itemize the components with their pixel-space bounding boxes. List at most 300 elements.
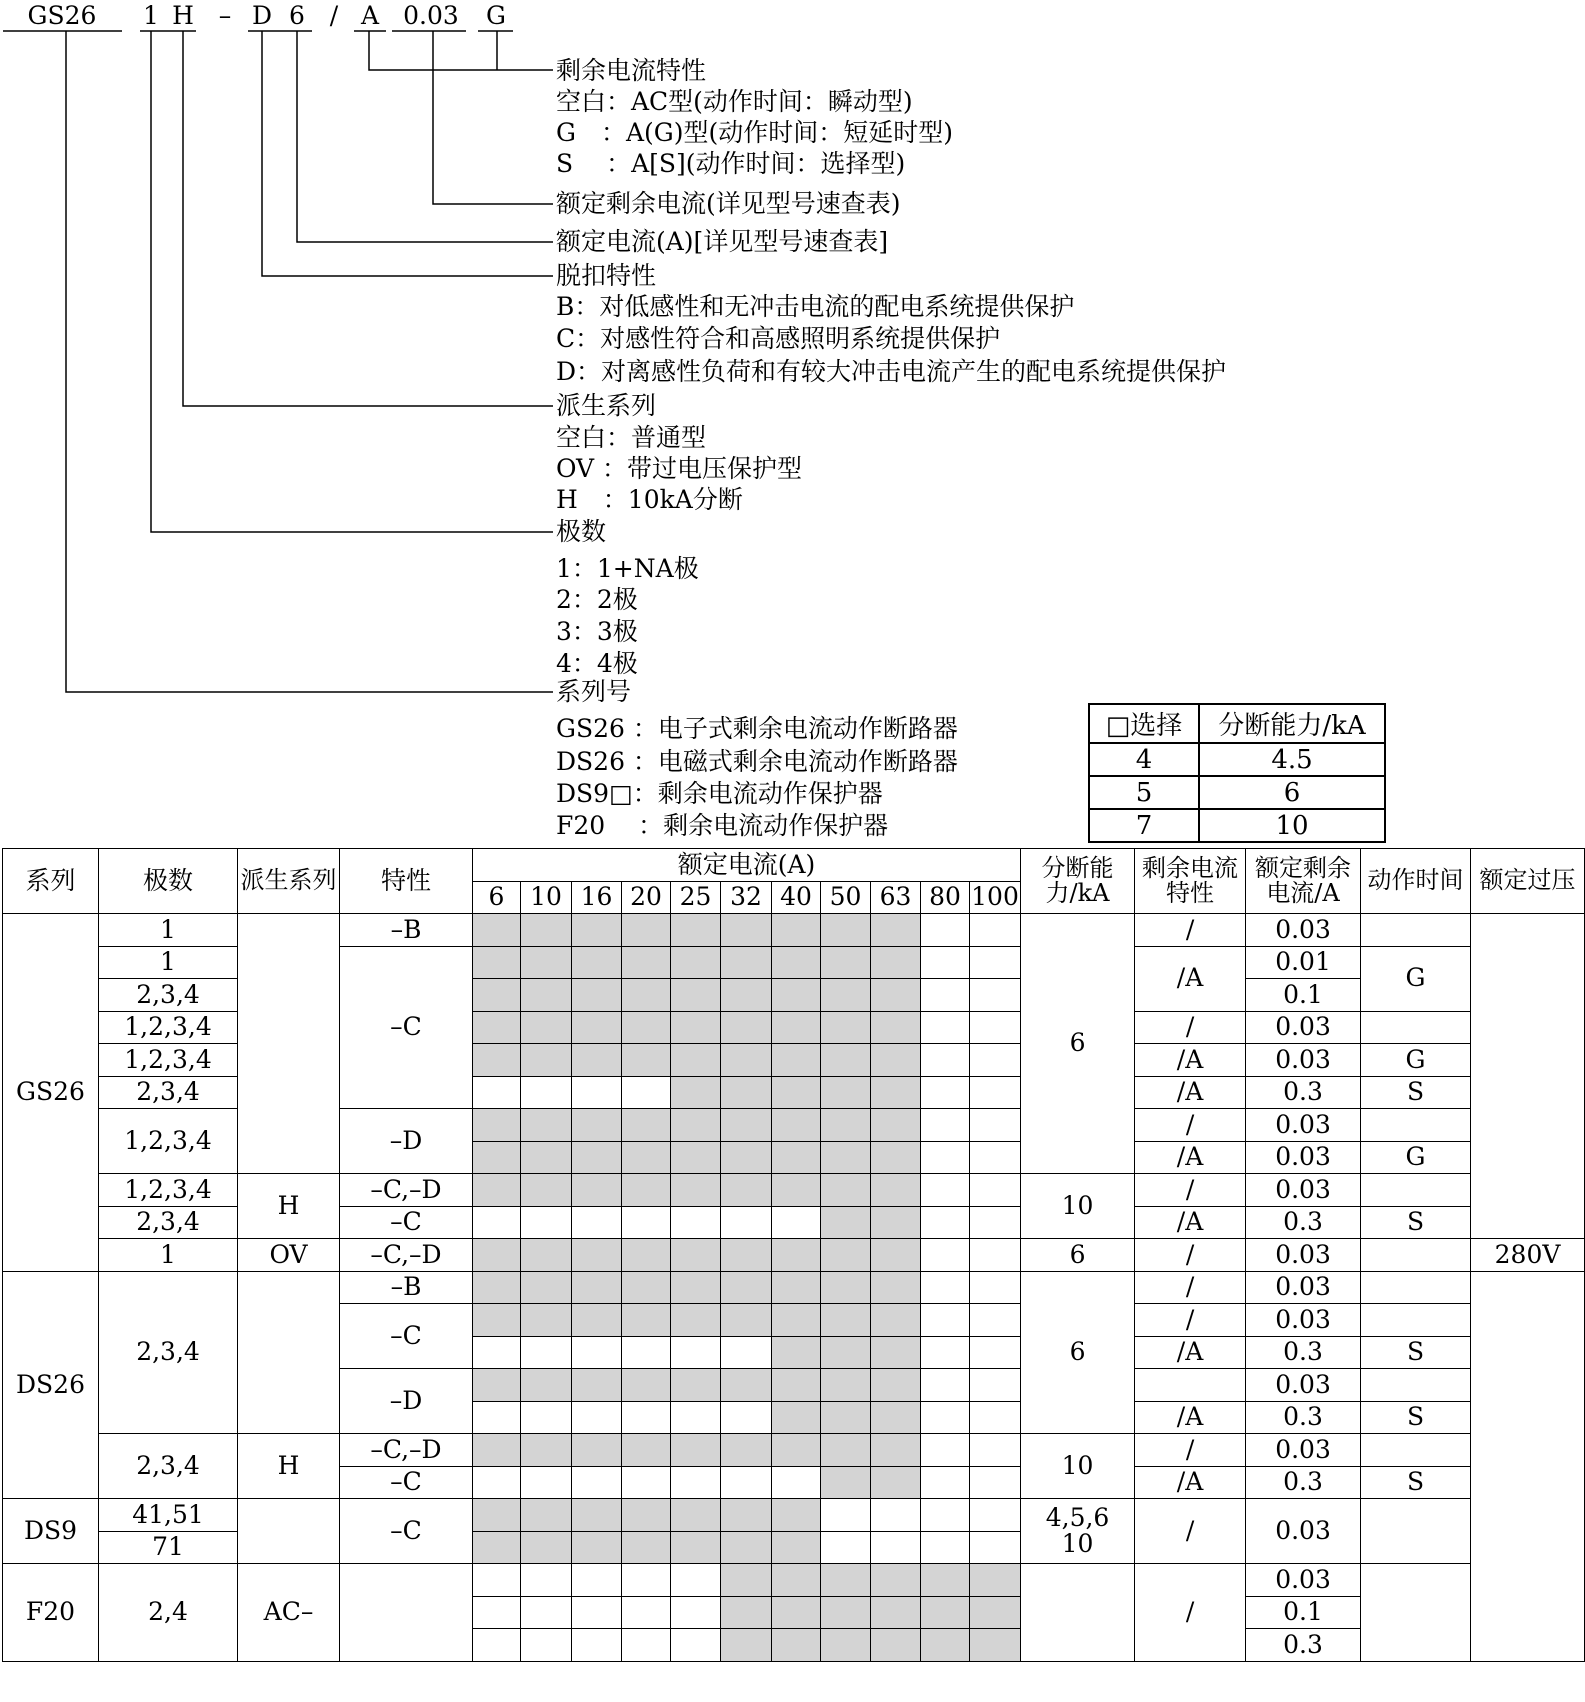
current-cell: [671, 946, 721, 979]
current-cell: [871, 1564, 921, 1597]
current-cell: [970, 1466, 1021, 1499]
residual-cell: /A: [1135, 1401, 1246, 1434]
current-cell: [473, 1596, 521, 1629]
current-cell: [572, 1271, 622, 1304]
current-cell: [772, 1596, 821, 1629]
header-char: 特性: [340, 849, 473, 914]
current-cell: [671, 1336, 721, 1369]
current-cell: [721, 1304, 772, 1337]
current-cell: [970, 1109, 1021, 1142]
current-cell: [521, 1596, 572, 1629]
current-cell: [970, 1434, 1021, 1467]
current-cell: [622, 1271, 671, 1304]
current-cell: [921, 914, 970, 947]
table-cell: 4.5: [1199, 743, 1385, 776]
current-cell: [622, 1629, 671, 1662]
current-cell: [622, 1596, 671, 1629]
current-cell: [473, 1564, 521, 1597]
leader-lines: [66, 31, 553, 692]
current-cell: [473, 1076, 521, 1109]
current-cell: [970, 1564, 1021, 1597]
header-break-capacity: 分断能力/kA: [1021, 849, 1135, 914]
current-cell: [622, 1239, 671, 1272]
current-cell: [622, 1044, 671, 1077]
current-cell: [473, 1011, 521, 1044]
header-rated-current: 额定电流(A): [473, 849, 1021, 882]
current-cell: [921, 1401, 970, 1434]
current-cell: [622, 979, 671, 1012]
current-cell: [821, 1011, 871, 1044]
break-value: 10: [1061, 1529, 1094, 1558]
char-cell: –C: [340, 946, 473, 1109]
current-cell: [671, 1369, 721, 1402]
current-cell: [473, 979, 521, 1012]
current-cell: [622, 914, 671, 947]
current-cell: [521, 1109, 572, 1142]
current-cell: [473, 1174, 521, 1207]
current-cell: [473, 1239, 521, 1272]
current-cell: [721, 1564, 772, 1597]
current-cell: [572, 1141, 622, 1174]
residual-cell: /A: [1135, 1336, 1246, 1369]
current-cell: [772, 1174, 821, 1207]
current-cell: [572, 914, 622, 947]
current-header: 16: [572, 881, 622, 914]
current-cell: [473, 1304, 521, 1337]
poles-line: 3：3极: [556, 617, 638, 646]
char-cell: –D: [340, 1369, 473, 1434]
residual-cell: /: [1135, 1174, 1246, 1207]
current-cell: [671, 1499, 721, 1532]
current-cell: [821, 1076, 871, 1109]
current-cell: [622, 1011, 671, 1044]
time-cell: [1361, 1304, 1471, 1337]
current-cell: [921, 1369, 970, 1402]
current-cell: [622, 1206, 671, 1239]
current-cell: [721, 914, 772, 947]
current-cell: [721, 1369, 772, 1402]
code-poles: 1: [143, 1, 159, 30]
break-cell: [1021, 1564, 1135, 1662]
code-time: G: [486, 1, 506, 30]
rated-residual-cell: 0.03: [1246, 1499, 1361, 1564]
residual-char-title: 剩余电流特性: [556, 56, 707, 85]
current-cell: [772, 1109, 821, 1142]
current-cell: [821, 1499, 871, 1532]
derived-cell: [238, 914, 340, 1174]
current-cell: [473, 946, 521, 979]
current-cell: [572, 1369, 622, 1402]
current-cell: [572, 1304, 622, 1337]
current-cell: [772, 1466, 821, 1499]
current-cell: [572, 1629, 622, 1662]
char-cell: –B: [340, 914, 473, 947]
current-cell: [521, 1369, 572, 1402]
current-cell: [821, 1109, 871, 1142]
current-cell: [921, 1304, 970, 1337]
current-cell: [622, 1304, 671, 1337]
trip-char-title: 脱扣特性: [556, 261, 657, 290]
poles-cell: 2,3,4: [99, 1206, 238, 1239]
rated-residual-cell: 0.3: [1246, 1629, 1361, 1662]
table-cell: 10: [1199, 809, 1385, 842]
current-cell: [821, 1401, 871, 1434]
current-cell: [871, 1304, 921, 1337]
current-header: 80: [921, 881, 970, 914]
current-cell: [970, 1076, 1021, 1109]
current-cell: [473, 1629, 521, 1662]
header-overvoltage: 额定过压: [1471, 849, 1585, 914]
header-row: [3, 849, 1585, 882]
derived-line: H ：10kA分断: [556, 485, 743, 514]
current-cell: [721, 1466, 772, 1499]
header-series: 系列: [3, 849, 99, 914]
current-cell: [473, 1271, 521, 1304]
current-cell: [921, 1206, 970, 1239]
current-cell: [521, 1499, 572, 1532]
time-cell: G: [1361, 946, 1471, 1011]
current-cell: [970, 1531, 1021, 1564]
current-cell: [671, 1174, 721, 1207]
current-cell: [721, 1011, 772, 1044]
current-cell: [921, 1141, 970, 1174]
current-cell: [473, 1531, 521, 1564]
header-time: 动作时间: [1361, 849, 1471, 914]
current-cell: [572, 1434, 622, 1467]
time-cell: [1361, 1369, 1471, 1402]
current-cell: [572, 1011, 622, 1044]
time-cell: S: [1361, 1206, 1471, 1239]
current-cell: [671, 1076, 721, 1109]
current-cell: [671, 1239, 721, 1272]
rated-residual-cell: 0.3: [1246, 1076, 1361, 1109]
current-cell: [970, 1206, 1021, 1239]
table-row: [3, 1499, 1585, 1532]
current-cell: [970, 1304, 1021, 1337]
time-cell: S: [1361, 1336, 1471, 1369]
current-cell: [721, 1174, 772, 1207]
current-cell: [572, 1336, 622, 1369]
current-cell: [821, 1434, 871, 1467]
residual-cell: /: [1135, 914, 1246, 947]
poles-cell: 2,3,4: [99, 1434, 238, 1499]
current-cell: [721, 1239, 772, 1272]
series-cell: DS26: [3, 1271, 99, 1499]
time-cell: S: [1361, 1466, 1471, 1499]
poles-cell: 1: [99, 1239, 238, 1272]
current-cell: [521, 1401, 572, 1434]
current-cell: [970, 1174, 1021, 1207]
current-cell: [721, 1596, 772, 1629]
current-header: 25: [671, 881, 721, 914]
current-cell: [572, 1076, 622, 1109]
time-cell: [1361, 1271, 1471, 1304]
code-residual-current: 0.03: [403, 1, 459, 30]
current-cell: [871, 1109, 921, 1142]
current-cell: [572, 1596, 622, 1629]
current-cell: [821, 946, 871, 979]
current-cell: [871, 1531, 921, 1564]
derived-line: 空白：普通型: [556, 423, 707, 452]
residual-cell: /A: [1135, 1141, 1246, 1174]
break-cell: 6: [1021, 914, 1135, 1174]
current-cell: [473, 1499, 521, 1532]
current-cell: [671, 979, 721, 1012]
poles-cell: 2,3,4: [99, 1271, 238, 1434]
time-cell: [1361, 1109, 1471, 1142]
current-cell: [871, 1466, 921, 1499]
current-cell: [772, 946, 821, 979]
current-cell: [622, 1141, 671, 1174]
header-rated-residual: 额定剩余电流/A: [1246, 849, 1361, 914]
current-cell: [521, 1011, 572, 1044]
poles-line: 4：4极: [556, 649, 638, 678]
poles-cell: 2,3,4: [99, 979, 238, 1012]
current-cell: [521, 1629, 572, 1662]
code-series: GS26: [27, 1, 97, 30]
table-row: [3, 1564, 1585, 1597]
overvoltage-cell: 280V: [1471, 1239, 1585, 1272]
current-cell: [622, 1076, 671, 1109]
current-cell: [921, 1336, 970, 1369]
series-cell: F20: [3, 1564, 99, 1662]
current-cell: [473, 1369, 521, 1402]
current-cell: [572, 1109, 622, 1142]
current-cell: [821, 1336, 871, 1369]
current-cell: [921, 1564, 970, 1597]
series-cell: DS9: [3, 1499, 99, 1564]
residual-cell: /: [1135, 1499, 1246, 1564]
current-cell: [521, 1304, 572, 1337]
rated-residual-cell: 0.3: [1246, 1336, 1361, 1369]
current-cell: [521, 1239, 572, 1272]
current-cell: [473, 1044, 521, 1077]
code-dash: –: [218, 1, 232, 30]
rated-residual-cell: 0.03: [1246, 1109, 1361, 1142]
current-cell: [473, 1336, 521, 1369]
current-cell: [622, 1499, 671, 1532]
current-cell: [970, 1629, 1021, 1662]
series-line: DS9□：剩余电流动作保护器: [556, 779, 883, 808]
current-cell: [871, 1369, 921, 1402]
current-cell: [921, 1629, 970, 1662]
current-cell: [821, 1466, 871, 1499]
char-cell: [340, 1564, 473, 1662]
poles-cell: 1: [99, 914, 238, 947]
char-cell: –D: [340, 1109, 473, 1174]
table-row: [3, 914, 1585, 947]
current-cell: [821, 1239, 871, 1272]
current-cell: [921, 1044, 970, 1077]
current-cell: [821, 1629, 871, 1662]
break-cell: 6: [1021, 1271, 1135, 1434]
model-code: [28, 1, 506, 30]
code-trip: D: [251, 1, 273, 30]
overvoltage-cell: [1471, 1271, 1585, 1661]
break-cell: 6: [1021, 1239, 1135, 1272]
current-cell: [521, 914, 572, 947]
current-cell: [671, 1044, 721, 1077]
current-cell: [521, 1564, 572, 1597]
break-value: 4,5,6: [1045, 1502, 1110, 1532]
current-cell: [821, 1531, 871, 1564]
current-cell: [721, 1401, 772, 1434]
table-row: [3, 1239, 1585, 1272]
current-cell: [921, 1076, 970, 1109]
rated-residual-cell: 0.03: [1246, 1141, 1361, 1174]
series-line: F20 ：剩余电流动作保护器: [556, 811, 889, 840]
residual-cell: /A: [1135, 1206, 1246, 1239]
current-cell: [970, 946, 1021, 979]
rated-residual-cell: 0.03: [1246, 1011, 1361, 1044]
residual-cell: /A: [1135, 1076, 1246, 1109]
current-cell: [970, 1239, 1021, 1272]
residual-cell: /A: [1135, 1466, 1246, 1499]
table-row: [3, 1174, 1585, 1207]
time-cell: [1361, 1174, 1471, 1207]
current-cell: [921, 1011, 970, 1044]
current-cell: [671, 1141, 721, 1174]
current-cell: [772, 979, 821, 1012]
derived-cell: H: [238, 1434, 340, 1499]
header-derived: 派生系列: [238, 849, 340, 914]
residual-cell: [1135, 1369, 1246, 1402]
current-cell: [521, 979, 572, 1012]
current-cell: [521, 1174, 572, 1207]
rated-residual-cell: 0.3: [1246, 1401, 1361, 1434]
current-cell: [622, 1564, 671, 1597]
rated-residual-cell: 0.3: [1246, 1206, 1361, 1239]
char-cell: –B: [340, 1271, 473, 1304]
current-cell: [921, 1174, 970, 1207]
current-cell: [921, 1434, 970, 1467]
current-cell: [622, 1434, 671, 1467]
current-cell: [821, 1271, 871, 1304]
time-cell: S: [1361, 1076, 1471, 1109]
derived-cell: [238, 1499, 340, 1564]
current-cell: [473, 1434, 521, 1467]
current-cell: [921, 946, 970, 979]
rated-residual-cell: 0.1: [1246, 1596, 1361, 1629]
current-cell: [772, 1239, 821, 1272]
current-cell: [521, 1076, 572, 1109]
current-cell: [721, 1629, 772, 1662]
current-cell: [521, 1531, 572, 1564]
table-row: [1089, 743, 1385, 776]
current-cell: [721, 1434, 772, 1467]
current-cell: [721, 979, 772, 1012]
current-cell: [521, 1206, 572, 1239]
poles-cell: 1: [99, 946, 238, 979]
current-cell: [721, 1336, 772, 1369]
rated-residual-cell: 0.03: [1246, 914, 1361, 947]
current-cell: [772, 1011, 821, 1044]
current-cell: [572, 946, 622, 979]
current-cell: [871, 1596, 921, 1629]
series-title: 系列号: [556, 677, 632, 706]
current-cell: [473, 914, 521, 947]
current-cell: [772, 1369, 821, 1402]
current-cell: [772, 1401, 821, 1434]
current-cell: [622, 1174, 671, 1207]
table-cell: 6: [1199, 776, 1385, 809]
current-cell: [671, 1596, 721, 1629]
current-cell: [572, 1401, 622, 1434]
current-cell: [821, 1369, 871, 1402]
current-cell: [721, 1141, 772, 1174]
current-cell: [772, 1564, 821, 1597]
current-cell: [871, 1206, 921, 1239]
current-cell: [970, 1044, 1021, 1077]
current-cell: [871, 1141, 921, 1174]
current-cell: [473, 1206, 521, 1239]
current-cell: [671, 914, 721, 947]
current-cell: [521, 1434, 572, 1467]
current-cell: [970, 1011, 1021, 1044]
current-cell: [821, 1206, 871, 1239]
header-cell: □选择: [1089, 704, 1199, 743]
current-cell: [921, 1271, 970, 1304]
break-cell: [1021, 1499, 1135, 1564]
rated-residual-cell: 0.01: [1246, 946, 1361, 979]
current-cell: [473, 1401, 521, 1434]
current-header: 50: [821, 881, 871, 914]
current-header: 32: [721, 881, 772, 914]
current-cell: [970, 1596, 1021, 1629]
time-cell: [1361, 1239, 1471, 1272]
residual-char-line: S ：A[S](动作时间：选择型): [556, 149, 906, 178]
char-cell: –C,–D: [340, 1434, 473, 1467]
rated-residual-cell: 0.03: [1246, 1239, 1361, 1272]
current-cell: [871, 1011, 921, 1044]
trip-char-line: C：对感性符合和高感照明系统提供保护: [556, 324, 1001, 353]
current-cell: [721, 1206, 772, 1239]
current-cell: [521, 946, 572, 979]
current-cell: [970, 1271, 1021, 1304]
poles-cell: 1,2,3,4: [99, 1011, 238, 1044]
residual-cell: /: [1135, 1109, 1246, 1142]
current-cell: [671, 1564, 721, 1597]
current-cell: [671, 1011, 721, 1044]
break-cell: 10: [1021, 1174, 1135, 1239]
current-cell: [772, 1336, 821, 1369]
current-cell: [622, 1109, 671, 1142]
current-cell: [671, 1434, 721, 1467]
current-cell: [821, 914, 871, 947]
current-cell: [671, 1629, 721, 1662]
current-cell: [821, 1596, 871, 1629]
rated-residual-cell: 0.03: [1246, 1369, 1361, 1402]
current-cell: [521, 1336, 572, 1369]
current-cell: [521, 1466, 572, 1499]
code-current: 6: [289, 1, 305, 30]
poles-cell: 2,3,4: [99, 1076, 238, 1109]
residual-cell: /A: [1135, 1044, 1246, 1077]
current-cell: [772, 1304, 821, 1337]
current-cell: [572, 1466, 622, 1499]
current-cell: [671, 1401, 721, 1434]
current-cell: [921, 1596, 970, 1629]
table-row: [3, 1271, 1585, 1304]
char-cell: –C,–D: [340, 1239, 473, 1272]
time-cell: S: [1361, 1401, 1471, 1434]
residual-cell: /: [1135, 1564, 1246, 1662]
current-cell: [473, 1141, 521, 1174]
current-cell: [970, 914, 1021, 947]
poles-line: 1：1+NA极: [556, 554, 699, 583]
current-cell: [671, 1206, 721, 1239]
rated-residual-cell: 0.03: [1246, 1271, 1361, 1304]
